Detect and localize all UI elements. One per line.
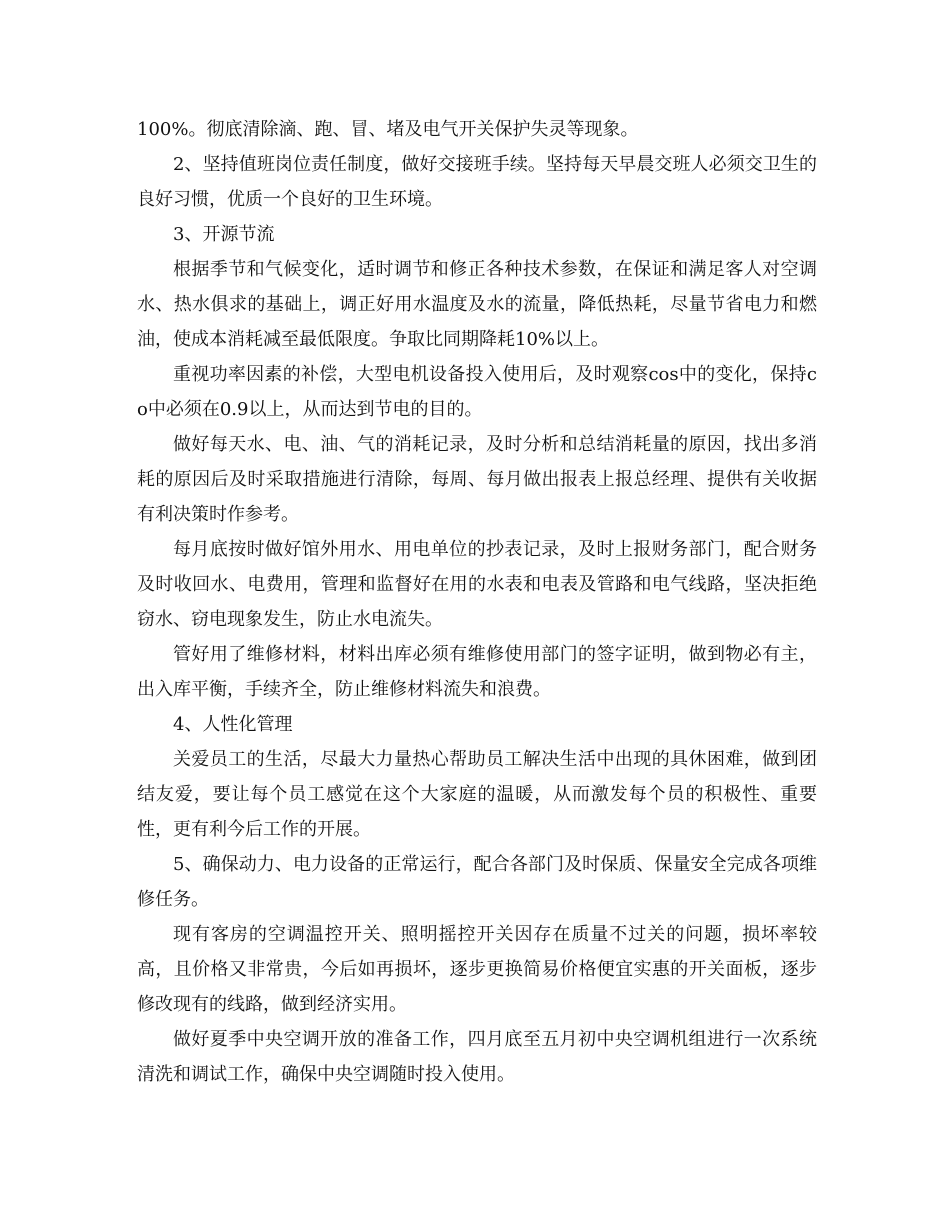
document-body (137, 112, 817, 1092)
paragraph-continuation: 100%。彻底清除滴、跑、冒、堵及电气开关保护失灵等现象。 (137, 119, 639, 140)
paragraph-materials: 管好用了维修材料，材料出库必须有维修使用部门的签字证明，做到物必有主，出入库平衡，手续齐全，防止维修材料流失和浪费。 (137, 644, 817, 700)
paragraph-power-factor: 重视功率因素的补偿，大型电机设备投入使用后，及时观察cos中的变化，保持co中必须在0.9以上，从而达到节电的目的。 (137, 364, 817, 420)
paragraph-central-ac: 做好夏季中央空调开放的准备工作，四月底至五月初中央空调机组进行一次系统清洗和调试工作，确保中央空调随时投入使用。 (137, 1029, 817, 1085)
paragraph-duty-system: 2、坚持值班岗位责任制度，做好交接班手续。坚持每天早晨交班人必须交卫生的良好习惯，优质一个良好的卫生环境。 (137, 154, 817, 210)
section-heading-cost-saving: 3、开源节流 (173, 224, 275, 245)
paragraph-room-switches: 现有客房的空调温控开关、照明摇控开关因存在质量不过关的问题，损坏率较高，且价格又非常贵，今后如再损坏，逐步更换简易价格便宜实惠的开关面板，逐步修改现有的线路，做到经济实用。 (137, 924, 817, 1015)
paragraph-employee-care: 关爱员工的生活，尽最大力量热心帮助员工解决生活中出现的具休困难，做到团结友爱，要让每个员工感觉在这个大家庭的温暖，从而激发每个员的积极性、重要性，更有利今后工作的开展。 (137, 749, 817, 840)
section-heading-humanized-management: 4、人性化管理 (173, 714, 293, 735)
paragraph-meter-reading: 每月底按时做好馆外用水、用电单位的抄表记录，及时上报财务部门，配合财务及时收回水、电费用，管理和监督好在用的水表和电表及管路和电气线路，坚决拒绝窃水、窃电现象发生，防止水电流失。 (137, 539, 817, 630)
paragraph-season-adjustment: 根据季节和气候变化，适时调节和修正各种技术参数，在保证和满足客人对空调水、热水俱求的基础上，调正好用水温度及水的流量，降低热耗，尽量节省电力和燃油，使成本消耗减至最低限度。争取比同期降耗10%以上。 (137, 259, 817, 350)
section-heading-equipment-operation: 5、确保动力、电力设备的正常运行，配合各部门及时保质、保量安全完成各项维修任务。 (137, 854, 817, 910)
paragraph-consumption-records: 做好每天水、电、油、气的消耗记录，及时分析和总结消耗量的原因，找出多消耗的原因后及时采取措施进行清除，每周、每月做出报表上报总经理、提供有关收据有利决策时作参考。 (137, 434, 817, 525)
